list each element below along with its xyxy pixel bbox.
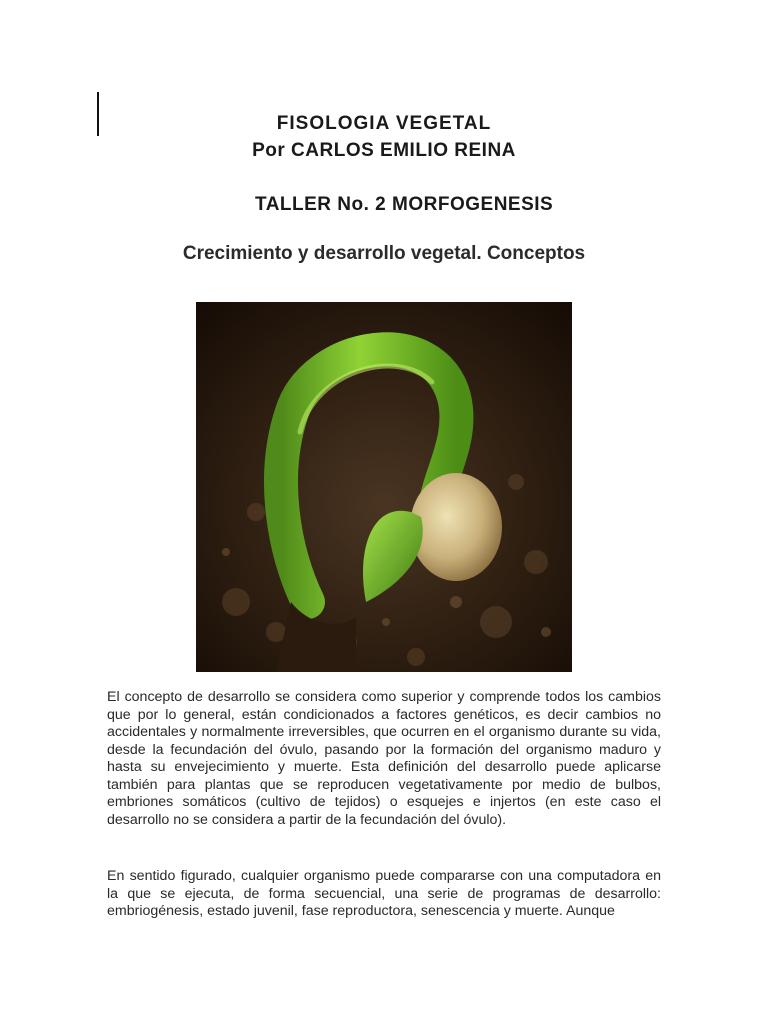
author-line: Por CARLOS EMILIO REINA [252, 140, 516, 161]
seedling-photo [196, 302, 572, 672]
paragraph-2: En sentido figurado, cualquier organismo puede compararse con una computadora en la que se ejecuta, de forma secuencial, una serie de programas de desarrollo: embriogénesis, estado juvenil, fase reproductora, senescencia y muerte. Aunque [107, 868, 661, 919]
section-heading: Crecimiento y desarrollo vegetal. Conceptos [182, 243, 586, 264]
paragraph-1: El concepto de desarrollo se considera como superior y comprende todos los cambios que por lo general, están condicionados a factores genéticos, es decir cambios no accidentales y normalmente irreversibles, que ocurren en el organismo durante su vida, desde la fecundación del óvulo, pasando por la formación del organismo maduro y hasta su envejecimiento y muerte. Esta definición del desarrollo puede aplicarse también para plantas que se reproducen vegetativamente por medio de bulbos, embriones somáticos (cultivo de tejidos) o esquejes e injertos (en este caso el desarrollo no se considera a partir de la fecundación del óvulo). [107, 689, 661, 828]
workshop-heading: TALLER No. 2 MORFOGENESIS [255, 194, 554, 215]
document-title: FISOLOGIA VEGETAL [276, 113, 492, 134]
